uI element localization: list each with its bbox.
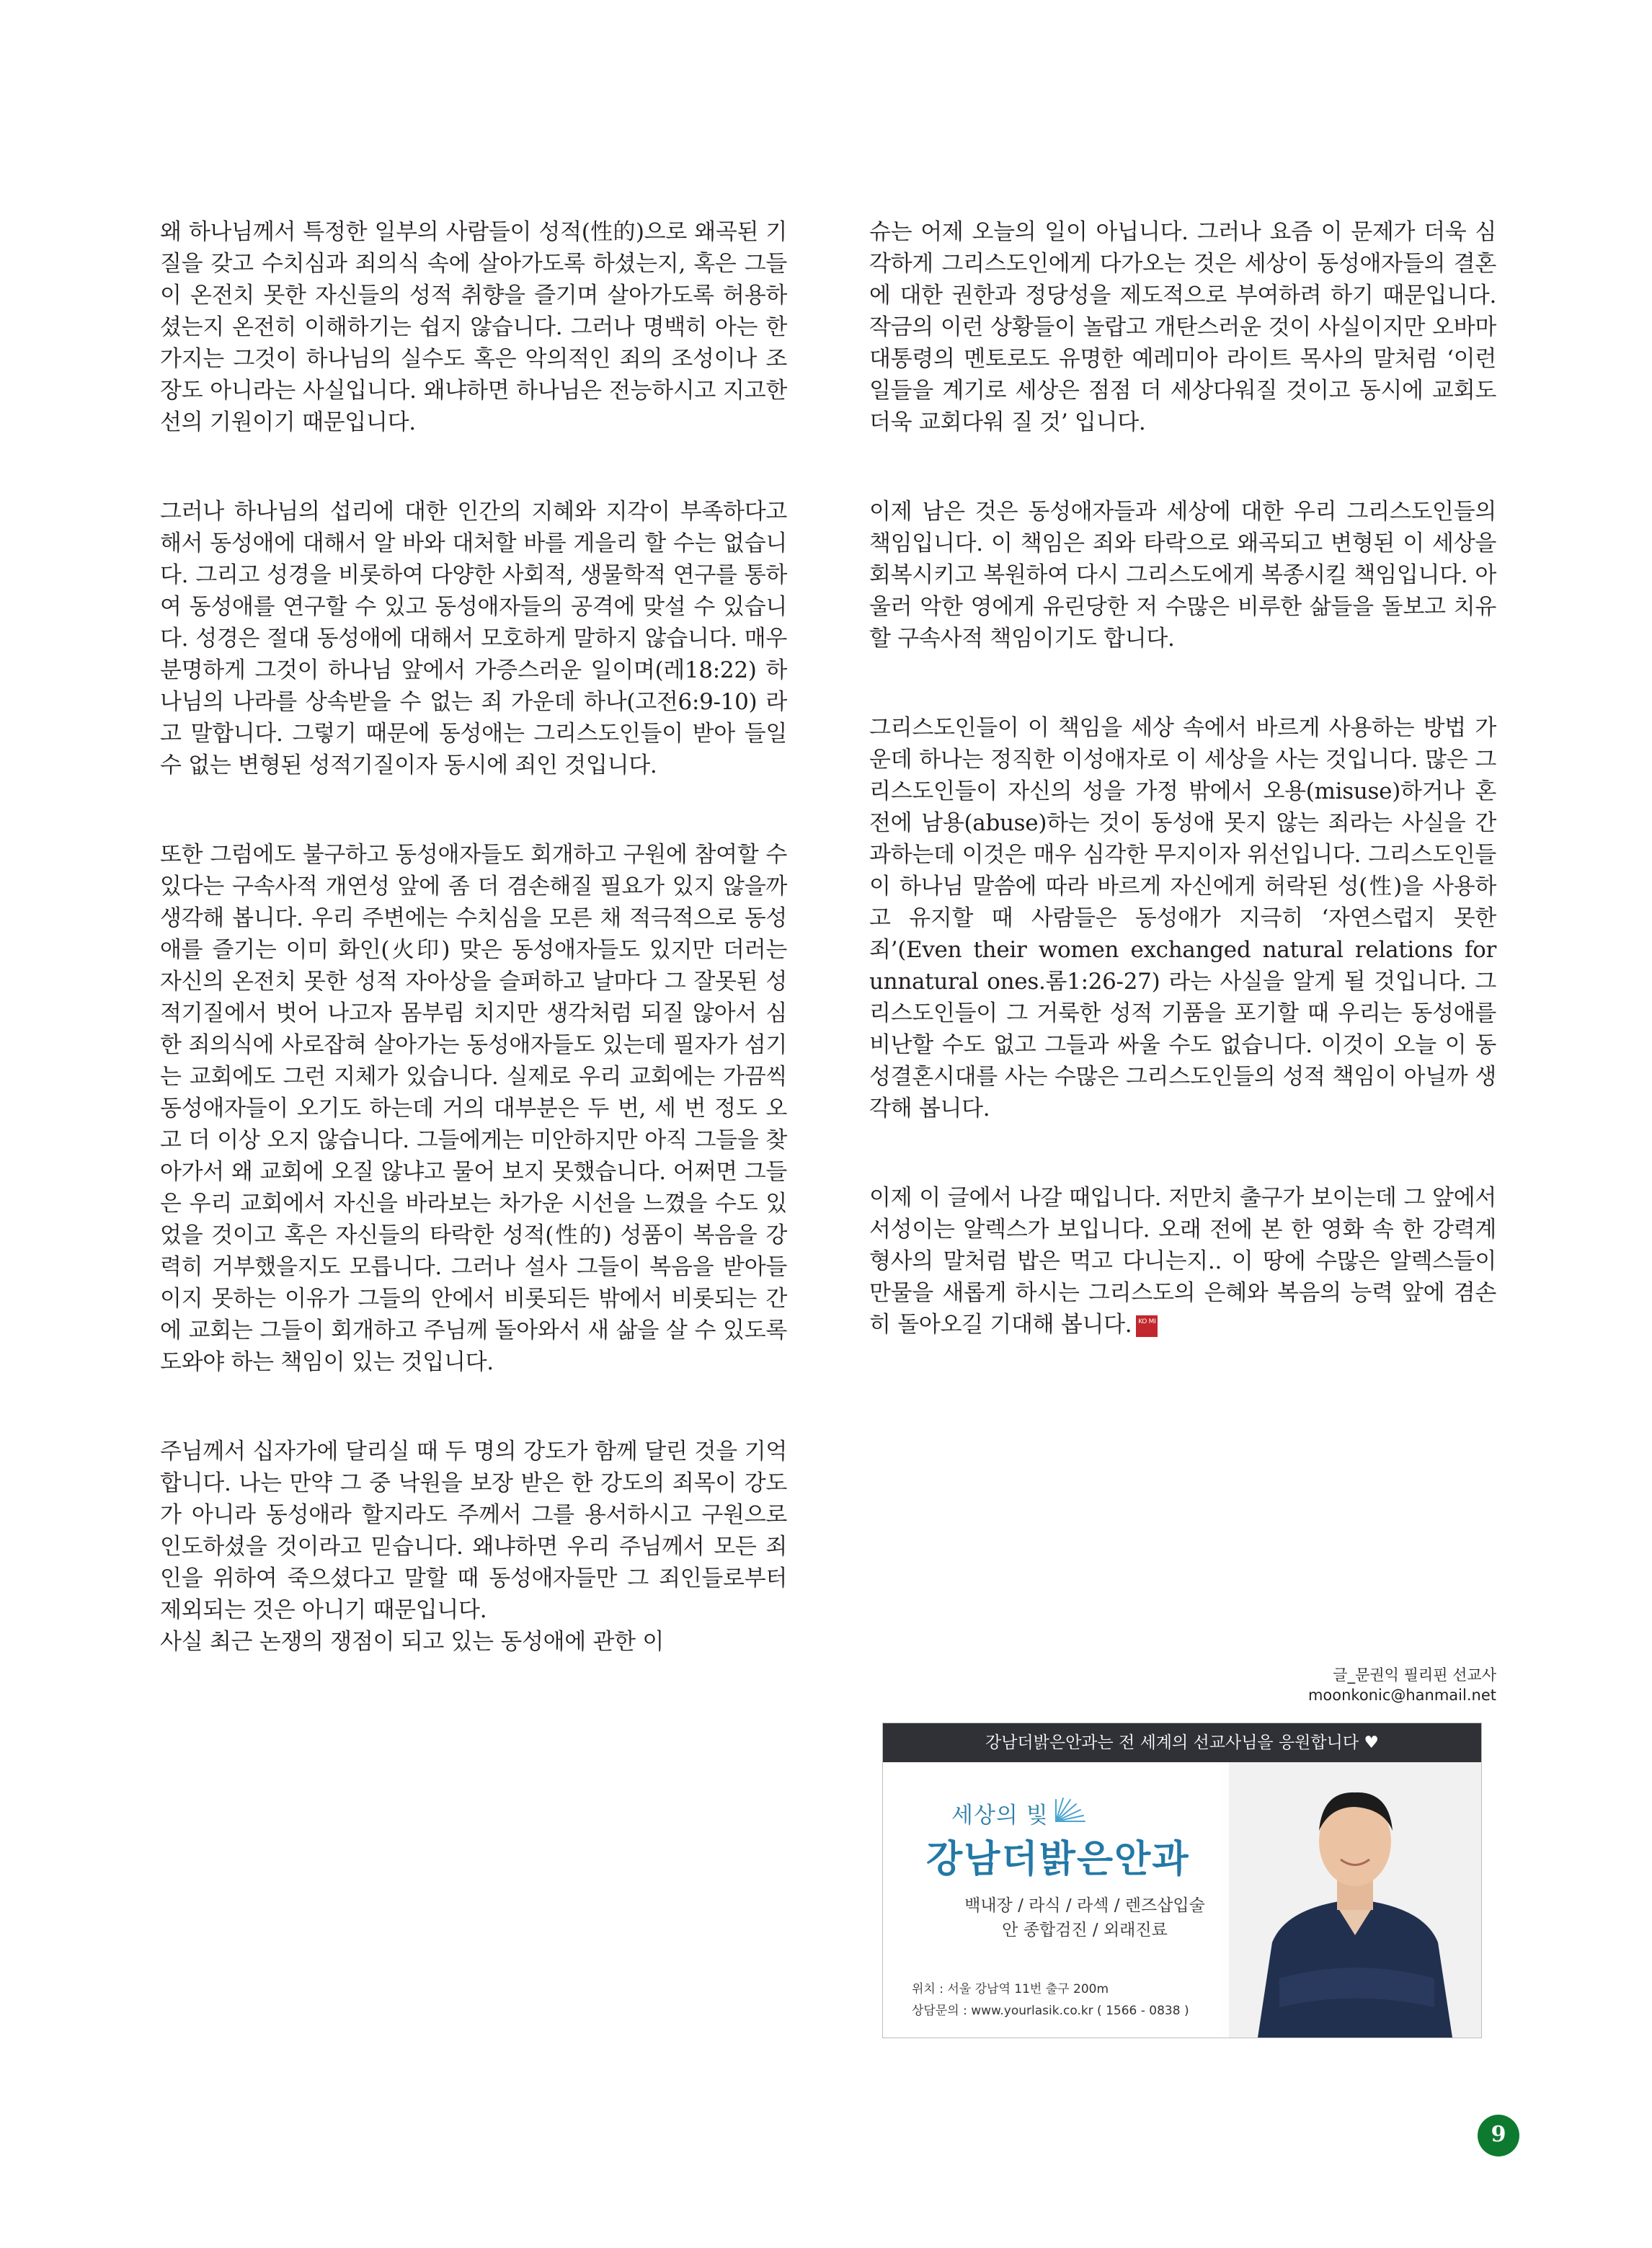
light-rays-icon	[1049, 1778, 1099, 1829]
author-name: 글_문권익 필리핀 선교사	[1333, 1666, 1496, 1684]
ad-services-line: 백내장 / 라식 / 라섹 / 렌즈삽입술	[964, 1896, 1205, 1915]
author-byline	[869, 1665, 1496, 1705]
komi-end-mark-icon: KO MI	[1136, 1315, 1158, 1337]
clinic-advertisement	[882, 1723, 1482, 2038]
paragraph: 또한 그럼에도 불구하고 동성애자들도 회개하고 구원에 참여할 수 있다는 구속사적 개연성 앞에 좀 더 겸손해질 필요가 있지 않을까 생각해 봅니다. 우리 주변에는 수치심을 모른 채 적극적으로 동성애를 즐기는 이미 화인(火印) 맞은 동성애자들도 있지만 더러는 자신의 온전치 못한 성적 자아상을 슬퍼하고 날마다 그 잘못된 성적기질에서 벗어 나고자 몸부림 치지만 생각처럼 되질 않아서 심한 죄의식에 사로잡혀 살아가는 동성애자들도 있는데 필자가 섬기는 교회에도 그런 지체가 있습니다. 실제로 우리 교회에는 가끔씩 동성애자들이 오기도 하는데 거의 대부분은 두 번, 세 번 정도 오고 더 이상 오지 않습니다. 그들에게는 미안하지만 아직 그들을 찾아가서 왜 교회에 오질 않냐고 물어 보지 못했습니다. 어쩌면 그들은 우리 교회에서 자신을 바라보는 차가운 시선을 느꼈을 수도 있었을 것이고 혹은 자신들의 타락한 성적(性的) 성품이 복음을 강력히 거부했을지도 모릅니다. 그러나 설사 그들이 복음을 받아들이지 못하는 이유가 그들의 안에서 비롯되든 밖에서 비롯되는 간에 교회는 그들이 회개하고 주님께 돌아와서 새 삶을 살 수 있도록 도와야 하는 책임이 있는 것입니다.	[160, 842, 787, 1375]
ad-contact: 상담문의 : www.yourlasik.co.kr ( 1566 - 0838 )	[912, 2004, 1189, 2018]
paragraph: 그리스도인들이 이 책임을 세상 속에서 바르게 사용하는 방법 가운데 하나는 정직한 이성애자로 이 세상을 사는 것입니다. 많은 그리스도인들이 자신의 성을 가정 밖에서 오용(misuse)하거나 혼전에 남용(abuse)하는 것이 동성애 못지 않는 죄라는 사실을 간과하는데 이것은 매우 심각한 무지이자 위선입니다. 그리스도인들이 하나님 말씀에 따라 바르게 자신에게 허락된 성(性)을 사용하고 유지할 때 사람들은 동성애가 지극히 ‘자연스럽지 못한 죄’(Even their women exchanged natural relations for unnatural ones.롬1:26-27) 라는 사실을 알게 될 것입니다. 그리스도인들이 그 거룩한 성적 기품을 포기할 때 우리는 동성애를 비난할 수도 없고 그들과 싸울 수도 없습니다. 이것이 오늘 이 동성결혼시대를 사는 수많은 그리스도인들의 성적 책임이 아닐까 생각해 봅니다.	[869, 715, 1496, 1121]
paragraph: 이제 남은 것은 동성애자들과 세상에 대한 우리 그리스도인들의 책임입니다. 이 책임은 죄와 타락으로 왜곡되고 변형된 이 세상을 회복시키고 복원하여 다시 그리스도에게 복종시킬 책임입니다. 아울러 악한 영에게 유린당한 저 수많은 비루한 삶들을 돌보고 치유할 구속사적 책임이기도 합니다.	[869, 499, 1496, 652]
paragraph: 그러나 하나님의 섭리에 대한 인간의 지혜와 지각이 부족하다고 해서 동성애에 대해서 알 바와 대처할 바를 게을리 할 수는 없습니다. 그리고 성경을 비롯하여 다양한 사회적, 생물학적 연구를 통하여 동성애를 연구할 수 있고 동성애자들의 공격에 맞설 수 있습니다. 성경은 절대 동성애에 대해서 모호하게 말하지 않습니다. 매우 분명하게 그것이 하나님 앞에서 가증스러운 일이며(레18:22) 하나님의 나라를 상속받을 수 없는 죄 가운데 하나(고전6:9-10) 라고 말합니다. 그렇기 때문에 동성애는 그리스도인들이 받아 들일 수 없는 변형된 성적기질이자 동시에 죄인 것입니다.	[160, 499, 787, 778]
ad-location: 위치 : 서울 강남역 11번 출구 200m	[912, 1982, 1109, 1996]
doctor-photo	[1229, 1762, 1481, 2038]
right-column	[869, 216, 1496, 1398]
ad-body	[883, 1762, 1481, 2038]
ad-services	[955, 1893, 1214, 1942]
page-number-badge: 9	[1478, 2115, 1519, 2156]
paragraph: 사실 최근 논쟁의 쟁점이 되고 있는 동성애에 관한 이	[160, 1629, 664, 1655]
ad-contact-info	[912, 1978, 1189, 2022]
ad-subtitle: 세상의 빛	[951, 1803, 1049, 1829]
ad-clinic-name: 강남더밝은안과	[926, 1838, 1190, 1881]
paragraph: 주님께서 십자가에 달리실 때 두 명의 강도가 함께 달린 것을 기억합니다. 나는 만약 그 중 낙원을 보장 받은 한 강도의 죄목이 강도가 아니라 동성애라 할지라도 주께서 그를 용서하시고 구원으로 인도하셨을 것이라고 믿습니다. 왜냐하면 우리 주님께서 모든 죄인을 위하여 죽으셨다고 말할 때 동성애자들만 그 죄인들로부터 제외되는 것은 아니기 때문입니다.	[160, 1439, 787, 1623]
paragraph: 슈는 어제 오늘의 일이 아닙니다. 그러나 요즘 이 문제가 더욱 심각하게 그리스도인에게 다가오는 것은 세상이 동성애자들의 결혼에 대한 권한과 정당성을 제도적으로 부여하려 하기 때문입니다. 작금의 이런 상황들이 놀랍고 개탄스러운 것이 사실이지만 오바마 대통령의 멘토로도 유명한 예레미아 라이트 목사의 말처럼 ‘이런 일들을 계기로 세상은 점점 더 세상다워질 것이고 동시에 교회도 더욱 교회다워 질 것’ 입니다.	[869, 219, 1496, 435]
ad-services-line: 안 종합검진 / 외래진료	[1002, 1921, 1168, 1940]
left-column	[160, 216, 787, 1715]
author-email: moonkonic@hanmail.net	[1307, 1687, 1496, 1704]
ad-banner: 강남더밝은안과는 전 세계의 선교사님을 응원합니다 ♥	[883, 1723, 1481, 1762]
paragraph-closing	[869, 1182, 1496, 1341]
closing-text: 이제 이 글에서 나갈 때입니다. 저만치 출구가 보이는데 그 앞에서 서성이는 알렉스가 보입니다. 오래 전에 본 한 영화 속 한 강력계 형사의 말처럼 밥은 먹고 다니는지.. 이 땅에 수많은 알렉스들이 만물을 새롭게 하시는 그리스도의 은혜와 복음의 능력 앞에 겸손히 돌아오길 기대해 봅니다.	[869, 1185, 1496, 1338]
paragraph: 왜 하나님께서 특정한 일부의 사람들이 성적(性的)으로 왜곡된 기질을 갖고 수치심과 죄의식 속에 살아가도록 하셨는지, 혹은 그들이 온전치 못한 자신들의 성적 취향을 즐기며 살아가도록 허용하셨는지 온전히 이해하기는 쉽지 않습니다. 그러나 명백히 아는 한가지는 그것이 하나님의 실수도 혹은 악의적인 죄의 조성이나 조장도 아니라는 사실입니다. 왜냐하면 하나님은 전능하시고 지고한 선의 기원이기 때문입니다.	[160, 219, 787, 435]
